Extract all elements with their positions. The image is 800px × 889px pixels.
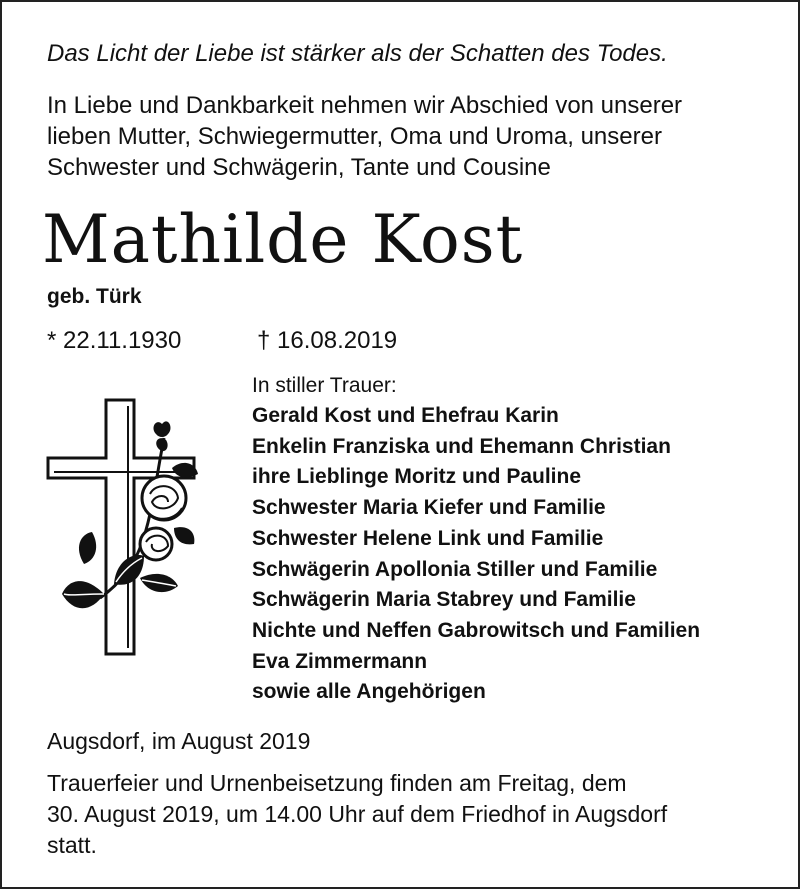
list-item: Schwester Helene Link und Familie [252,526,604,550]
list-item: Nichte und Neffen Gabrowitsch und Familien [252,618,701,642]
ceremony-line: 30. August 2019, um 14.00 Uhr auf dem Friedhof in Augsdorf [47,801,668,827]
list-item: Schwägerin Maria Stabrey und Familie [252,588,636,612]
list-item: Schwägerin Apollonia Stiller und Familie [252,557,658,581]
ceremony-info [47,768,667,861]
list-item: ihre Lieblinge Moritz und Pauline [252,465,582,489]
place-and-date: Augsdorf, im August 2019 [47,728,311,754]
motto-quote: Das Licht der Liebe ist stärker als der Schatten des Todes. [47,40,668,67]
ceremony-line: statt. [47,832,97,858]
death-date: † 16.08.2019 [257,327,398,354]
list-item: Eva Zimmermann [252,649,428,673]
maiden-name: geb. Türk [47,285,142,308]
deceased-name: Mathilde Kost [42,201,524,278]
cross-with-rose-icon [44,398,204,658]
intro-paragraph [47,90,777,183]
ceremony-line: Trauerfeier und Urnenbeisetzung finden am Freitag, dem [47,770,627,796]
intro-line: In Liebe und Dankbarkeit nehmen wir Abschied von unserer [47,92,683,119]
intro-line: lieben Mutter, Schwiegermutter, Oma und Uroma, unserer [47,123,662,150]
list-item: Schwester Maria Kiefer und Familie [252,496,606,520]
life-dates [47,325,398,357]
list-item: Gerald Kost und Ehefrau Karin [252,404,559,427]
list-item: sowie alle Angehörigen [252,680,486,704]
mourners-list [252,401,700,708]
list-item: Enkelin Franziska und Ehemann Christian [252,434,671,458]
mourners-heading: In stiller Trauer: [252,374,397,397]
birth-date: * 22.11.1930 [47,327,182,354]
intro-line: Schwester und Schwägerin, Tante und Cousine [47,154,551,181]
